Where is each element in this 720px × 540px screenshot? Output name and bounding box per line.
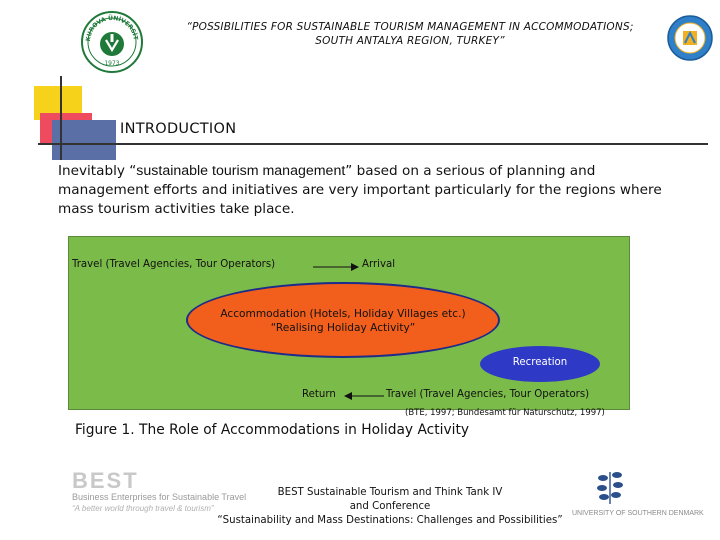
diagram-travel-bottom: Travel (Travel Agencies, Tour Operators) bbox=[386, 389, 590, 400]
best-logo-line: Business Enterprises for Sustainable Travel bbox=[72, 492, 247, 502]
accommodation-ellipse bbox=[186, 282, 500, 358]
accommodation-line-1: Accommodation (Hotels, Holiday Villages etc.) bbox=[220, 308, 466, 320]
decor-horizontal-line bbox=[38, 143, 708, 145]
accommodation-line-2: “Realising Holiday Activity” bbox=[270, 322, 416, 334]
recreation-ellipse bbox=[480, 346, 600, 382]
best-logo-slogan: “A better world through travel & tourism” bbox=[72, 504, 214, 513]
university-seal-icon bbox=[666, 14, 714, 62]
intro-before: Inevitably “ bbox=[58, 163, 137, 179]
cukurova-seal-icon bbox=[80, 10, 144, 74]
svg-text:1973: 1973 bbox=[104, 60, 120, 67]
cukurova-university-logo bbox=[80, 10, 144, 74]
intro-after: ” based on a serious of planning and management efforts and initiatives are very important particularly for the regions where mass tourism activities take place. bbox=[58, 163, 662, 217]
figure-caption: Figure 1. The Role of Accommodations in Holiday Activity bbox=[75, 422, 470, 438]
presentation-title bbox=[150, 20, 670, 48]
sdu-text: UNIVERSITY OF SOUTHERN DENMARK bbox=[572, 510, 704, 517]
intro-highlight: sustainable tourism management bbox=[136, 163, 346, 179]
footer-line-2: and Conference bbox=[349, 501, 431, 512]
sdu-branch-icon bbox=[580, 466, 676, 506]
footer-line-3: “Sustainability and Mass Destinations: Challenges and Possibilities” bbox=[217, 515, 563, 526]
arrow-right-icon bbox=[313, 261, 359, 273]
svg-text:ÇUKUROVA ÜNİVERSİTESİ: KUROVA ÜNİVERSİT bbox=[84, 14, 139, 42]
decor-vertical-line bbox=[60, 76, 62, 160]
best-logo-word: BEST bbox=[72, 468, 139, 493]
conference-footer bbox=[190, 486, 590, 528]
arrow-left-icon bbox=[344, 390, 384, 402]
sdu-logo bbox=[572, 466, 704, 518]
title-line-1: “POSSIBILITIES FOR SUSTAINABLE TOURISM MANAGEMENT IN ACCOMMODATIONS; bbox=[186, 21, 634, 33]
section-title: INTRODUCTION bbox=[120, 121, 237, 137]
diagram-travel-top: Travel (Travel Agencies, Tour Operators) bbox=[72, 259, 276, 270]
diagram-return: Return bbox=[302, 389, 336, 400]
recreation-label: Recreation bbox=[512, 357, 568, 368]
intro-paragraph bbox=[58, 162, 688, 219]
title-line-2: SOUTH ANTALYA REGION, TURKEY” bbox=[315, 35, 505, 47]
right-university-logo bbox=[666, 14, 714, 62]
footer-line-1: BEST Sustainable Tourism and Think Tank IV bbox=[277, 487, 503, 498]
diagram-source: (BTE, 1997; Bundesamt für Naturschutz, 1997) bbox=[405, 408, 605, 418]
diagram-arrival: Arrival bbox=[362, 259, 396, 270]
